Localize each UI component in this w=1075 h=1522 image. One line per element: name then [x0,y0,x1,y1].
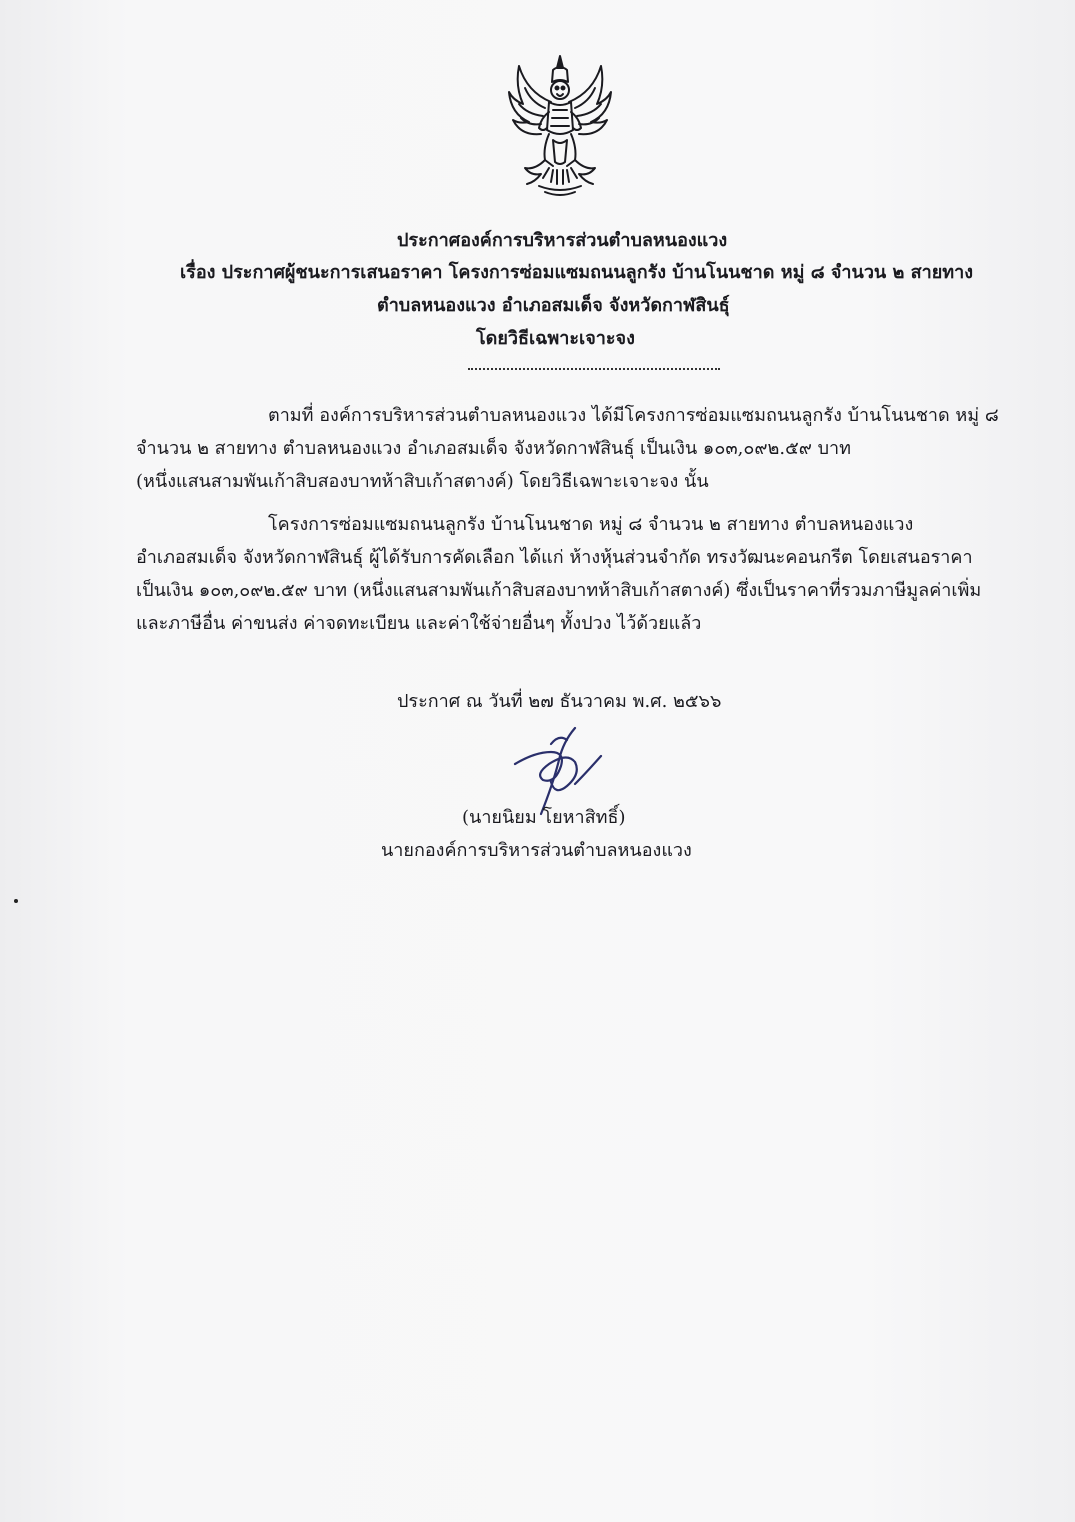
paragraph2-line3: เป็นเงิน ๑๐๓,๐๙๒.๕๙ บาท (หนึ่งแสนสามพันเก้าสิบสองบาทห้าสิบเก้าสตางค์) ซึ่งเป็นราคาที่รวมภาษีมูลค่าเพิ่ม [136,580,982,601]
announcement-subject-line1: เรื่อง ประกาศผู้ชนะการเสนอราคา โครงการซ่อมแซมถนนลูกรัง บ้านโนนชาด หมู่ ๘ จำนวน ๒ สายทาง [180,262,974,283]
paragraph1-line2: จำนวน ๒ สายทาง ตำบลหนองแวง อำเภอสมเด็จ จังหวัดกาฬสินธุ์ เป็นเงิน ๑๐๓,๐๙๒.๕๙ บาท [136,438,852,459]
paragraph1-line3: (หนึ่งแสนสามพันเก้าสิบสองบาทห้าสิบเก้าสตางค์) โดยวิธีเฉพาะเจาะจง นั้น [136,471,709,492]
signer-name: (นายนิยม โยหาสิทธิ์) [462,807,626,828]
title-divider [468,368,720,370]
paragraph2-line4: และภาษีอื่น ค่าขนส่ง ค่าจดทะเบียน และค่าใช้จ่ายอื่นๆ ทั้งปวง ไว้ด้วยแล้ว [136,613,702,634]
announcement-heading: ประกาศองค์การบริหารส่วนตำบลหนองแวง [397,230,728,251]
paragraph1-line1: ตามที่ องค์การบริหารส่วนตำบลหนองแวง ได้มีโครงการซ่อมแซมถนนลูกรัง บ้านโนนชาด หมู่ ๘ [268,405,999,426]
announcement-subject-line3: โดยวิธีเฉพาะเจาะจง [476,328,635,349]
paragraph2-line1: โครงการซ่อมแซมถนนลูกรัง บ้านโนนชาด หมู่ ๘ จำนวน ๒ สายทาง ตำบลหนองแวง [268,514,914,535]
handwritten-signature-icon [505,722,615,817]
signer-title: นายกองค์การบริหารส่วนตำบลหนองแวง [381,840,692,861]
paragraph2-line2: อำเภอสมเด็จ จังหวัดกาฬสินธุ์ ผู้ได้รับการคัดเลือก ได้แก่ ห้างหุ้นส่วนจำกัด ทรงวัฒนะคอนกรีต โดยเสนอราคา [136,547,973,568]
garuda-emblem-icon [505,52,615,200]
scan-speck [14,899,18,903]
announcement-subject-line2: ตำบลหนองแวง อำเภอสมเด็จ จังหวัดกาฬสินธุ์ [377,295,730,316]
announcement-date: ประกาศ ณ วันที่ ๒๗ ธันวาคม พ.ศ. ๒๕๖๖ [397,691,722,712]
